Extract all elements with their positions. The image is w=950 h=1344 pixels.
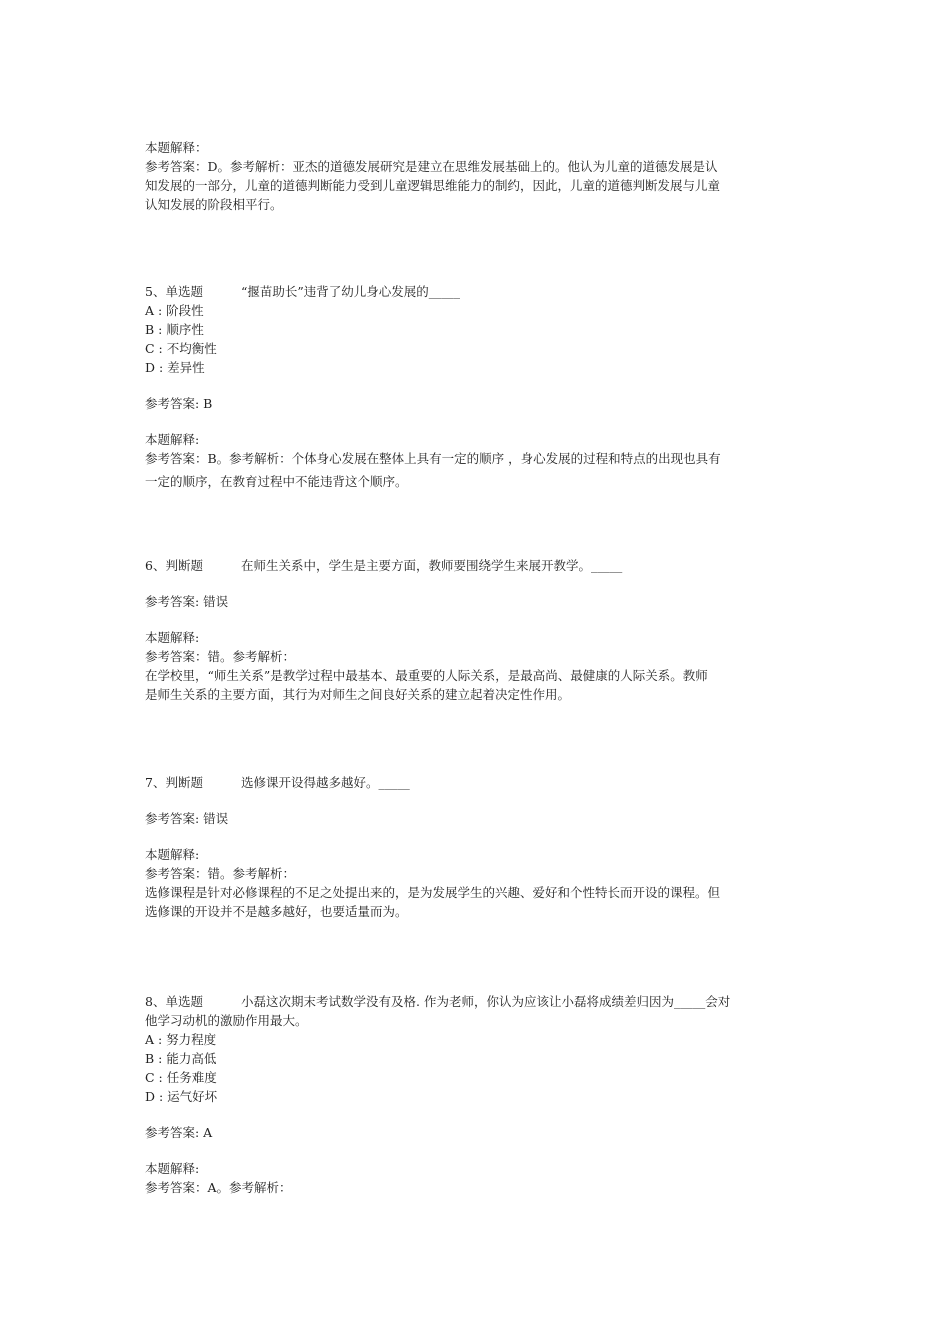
question-header	[145, 773, 810, 792]
question-header	[145, 282, 810, 301]
option-c: C : 任务难度	[145, 1070, 217, 1085]
explanation-heading: 本题解释:	[145, 847, 200, 862]
explanation-line: 选修课程是针对必修课程的不足之处提出来的，是为发展学生的兴趣、爱好和个性特长而开设的课程。但	[145, 885, 721, 900]
explanation-line: 在学校里，“师生关系”是教学过程中最基本、最重要的人际关系，是最高尚、最健康的人际关系。教师	[145, 668, 708, 683]
question-header	[145, 556, 810, 575]
explanation-line: 一定的顺序，在教育过程中不能违背这个顺序。	[145, 474, 408, 489]
explanation-heading: 本题解释:	[145, 432, 200, 447]
question-number-type: 5、单选题	[145, 284, 203, 299]
question-number-type: 8、单选题	[145, 994, 203, 1009]
explanation-line: 是师生关系的主要方面，其行为对师生之间良好关系的建立起着决定性作用。	[145, 687, 571, 702]
option-b: B : 能力高低	[145, 1051, 217, 1066]
question-stem-continued: 他学习动机的激励作用最大。	[145, 1013, 308, 1028]
question-header	[145, 992, 810, 1011]
explanation-line: 知发展的一部分，儿童的道德判断能力受到儿童逻辑思维能力的制约，因此，儿童的道德判断发展与儿童	[145, 178, 721, 193]
explanation-line: 参考答案：错。参考解析：	[145, 649, 296, 664]
question-8	[145, 992, 810, 1197]
question-7	[145, 773, 810, 921]
option-c: C : 不均衡性	[145, 341, 217, 356]
explanation-line: 参考答案：A。参考解析：	[145, 1180, 292, 1195]
question-6	[145, 556, 810, 704]
explanation-line: 选修课的开设并不是越多越好，也要适量而为。	[145, 904, 408, 919]
question-stem: 小磊这次期末考试数学没有及格. 作为老师，你认为应该让小磊将成绩差归因为_____会对	[241, 994, 731, 1009]
reference-answer: 参考答案: 错误	[145, 811, 229, 826]
question-number-type: 7、判断题	[145, 775, 203, 790]
question-stem: “揠苗助长”违背了幼儿身心发展的_____	[241, 284, 461, 299]
option-d: D : 差异性	[145, 360, 205, 375]
option-a: A : 阶段性	[145, 303, 204, 318]
reference-answer: 参考答案: B	[145, 396, 213, 411]
explanation-heading: 本题解释:	[145, 1161, 200, 1176]
question-stem: 选修课开设得越多越好。_____	[241, 775, 410, 790]
reference-answer: 参考答案: 错误	[145, 594, 229, 609]
reference-answer: 参考答案: A	[145, 1125, 213, 1140]
option-d: D : 运气好坏	[145, 1089, 218, 1104]
option-a: A : 努力程度	[145, 1032, 217, 1047]
explanation-heading: 本题解释：	[145, 140, 208, 155]
explanation-line: 参考答案：D。参考解析：亚杰的道德发展研究是建立在思维发展基础上的。他认为儿童的道德发展是认	[145, 159, 718, 174]
prev-explanation	[145, 138, 810, 214]
question-stem: 在师生关系中，学生是主要方面，教师要围绕学生来展开教学。_____	[241, 558, 623, 573]
explanation-heading: 本题解释:	[145, 630, 200, 645]
question-5	[145, 282, 810, 491]
question-number-type: 6、判断题	[145, 558, 203, 573]
option-b: B : 顺序性	[145, 322, 204, 337]
explanation-line: 参考答案：错。参考解析：	[145, 866, 296, 881]
explanation-line: 参考答案：B。参考解析：个体身心发展在整体上具有一定的顺序 ，身心发展的过程和特点的出现也具有	[145, 451, 721, 466]
explanation-line: 认知发展的阶段相平行。	[145, 197, 283, 212]
